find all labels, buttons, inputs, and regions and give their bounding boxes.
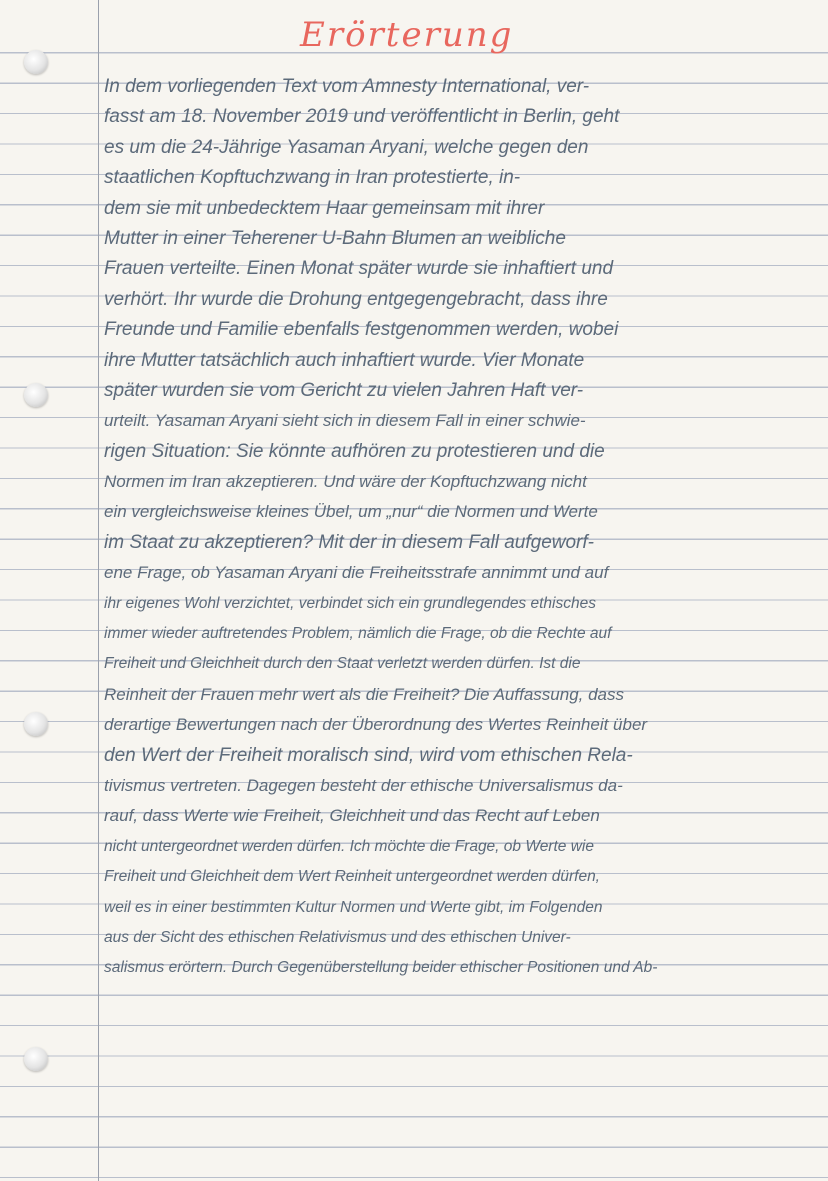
text-line: später wurden sie vom Gericht zu vielen Jahren Haft ver-	[104, 379, 584, 401]
text-line: Normen im Iran akzeptieren. Und wäre der Kopftuchzwang nicht	[104, 472, 587, 492]
text-line: salismus erörtern. Durch Gegenüberstellung beider ethischer Positionen und Ab-	[104, 959, 658, 977]
text-line: rauf, dass Werte wie Freiheit, Gleichheit und das Recht auf Leben	[104, 806, 600, 826]
text-line: Mutter in einer Teherener U-Bahn Blumen an weibliche	[104, 227, 566, 249]
text-line: Freiheit und Gleichheit dem Wert Reinheit untergeordnet werden dürfen,	[104, 868, 600, 886]
text-line: nicht untergeordnet werden dürfen. Ich möchte die Frage, ob Werte wie	[104, 837, 594, 855]
text-line: dem sie mit unbedecktem Haar gemeinsam mit ihrer	[104, 197, 545, 219]
text-line: ein vergleichsweise kleines Übel, um „nur“ die Normen und Werte	[104, 502, 598, 522]
text-line: immer wieder auftretendes Problem, nämlich die Frage, ob die Rechte auf	[104, 625, 612, 643]
text-line: es um die 24-Jährige Yasaman Aryani, welche gegen den	[104, 136, 589, 158]
text-line: im Staat zu akzeptieren? Mit der in diesem Fall aufgeworf-	[104, 531, 594, 553]
text-line: aus der Sicht des ethischen Relativismus und des ethischen Univer-	[104, 928, 571, 946]
text-line: urteilt. Yasaman Aryani sieht sich in diesem Fall in einer schwie-	[104, 411, 586, 431]
text-line: weil es in einer bestimmten Kultur Normen und Werte gibt, im Folgenden	[104, 898, 603, 916]
text-line: In dem vorliegenden Text vom Amnesty International, ver-	[104, 76, 590, 97]
binder-hole-icon	[24, 1047, 48, 1071]
text-line: staatlichen Kopftuchzwang in Iran protestierte, in-	[104, 167, 521, 189]
text-line: Reinheit der Frauen mehr wert als die Freiheit? Die Auffassung, dass	[104, 684, 625, 704]
text-line: ihre Mutter tatsächlich auch inhaftiert wurde. Vier Monate	[104, 349, 585, 371]
text-line: den Wert der Freiheit moralisch sind, wird vom ethischen Rela-	[104, 744, 633, 766]
handwritten-text	[104, 72, 814, 984]
text-line: ene Frage, ob Yasaman Aryani die Freiheitsstrafe annimmt und auf	[104, 563, 609, 583]
text-line: Freiheit und Gleichheit durch den Staat verletzt werden dürfen. Ist die	[104, 655, 581, 673]
margin-line	[98, 0, 99, 1181]
text-line: ihr eigenes Wohl verzichtet, verbindet sich ein grundlegendes ethisches	[104, 594, 596, 612]
binder-hole-icon	[24, 712, 48, 736]
binder-hole-icon	[24, 50, 48, 74]
page-title: Erörterung	[300, 15, 514, 55]
text-line: fasst am 18. November 2019 und veröffentlicht in Berlin, geht	[104, 106, 620, 128]
text-line: Freunde und Familie ebenfalls festgenommen werden, wobei	[104, 319, 619, 341]
text-line: derartige Bewertungen nach der Überordnung des Wertes Reinheit über	[104, 715, 648, 735]
binder-hole-icon	[24, 383, 48, 407]
text-line: Frauen verteilte. Einen Monat später wurde sie inhaftiert und	[104, 258, 614, 280]
text-line: rigen Situation: Sie könnte aufhören zu protestieren und die	[104, 440, 605, 462]
text-line: tivismus vertreten. Dagegen besteht der ethische Universalismus da-	[104, 775, 623, 795]
text-line: verhört. Ihr wurde die Drohung entgegengebracht, dass ihre	[104, 288, 608, 310]
